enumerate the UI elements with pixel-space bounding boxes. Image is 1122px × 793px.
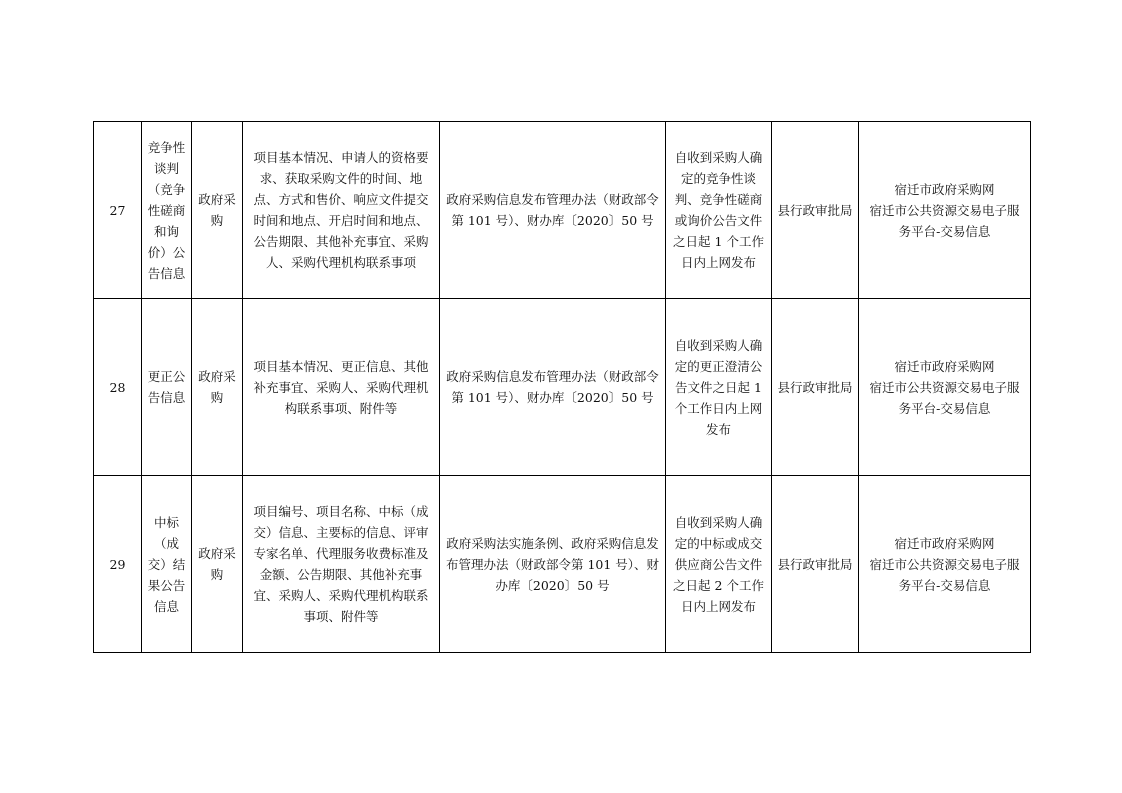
basis-cell: 政府采购法实施条例、政府采购信息发布管理办法（财政部令第 101 号）、财办库〔2020〕50 号 [440,476,666,653]
table-row [94,299,1031,476]
channel-line: 宿迁市政府采购网 [894,535,995,551]
channel-line: 宿迁市公共资源交易电子服务平台-交易信息 [869,379,1020,416]
table-row [94,122,1031,299]
disclosure-table [93,121,1031,653]
channel-line: 宿迁市政府采购网 [894,358,995,374]
item-name: 中标（成交）结果公告信息 [147,514,186,614]
row-number: 29 [94,476,142,653]
time-limit-cell: 自收到采购人确定的中标或成交供应商公告文件之日起 2 个工作日内上网发布 [666,476,772,653]
time-limit-cell: 自收到采购人确定的竞争性谈判、竞争性磋商或询价公告文件之日起 1 个工作日内上网发布 [666,122,772,299]
field-cell: 政府采购 [192,476,243,653]
channel-line: 宿迁市公共资源交易电子服务平台-交易信息 [869,202,1020,239]
content-cell: 项目基本情况、更正信息、其他补充事宜、采购人、采购代理机构联系事项、附件等 [243,299,440,476]
time-limit-cell: 自收到采购人确定的更正澄清公告文件之日起 1 个工作日内上网发布 [666,299,772,476]
channel-cell [859,476,1031,653]
field-cell: 政府采购 [192,299,243,476]
item-name-cell [142,476,192,653]
channel-cell [859,299,1031,476]
department-cell: 县行政审批局 [772,476,859,653]
item-name: 竞争性谈判（竞争性磋商和询价）公告信息 [147,139,186,281]
content-cell: 项目基本情况、申请人的资格要求、获取采购文件的时间、地点、方式和售价、响应文件提交时间和地点、开启时间和地点、公告期限、其他补充事宜、采购人、采购代理机构联系事项 [243,122,440,299]
basis-cell: 政府采购信息发布管理办法（财政部令第 101 号）、财办库〔2020〕50 号 [440,299,666,476]
item-name: 更正公告信息 [147,369,186,405]
department-cell: 县行政审批局 [772,299,859,476]
table-row [94,476,1031,653]
item-name-cell [142,299,192,476]
row-number: 28 [94,299,142,476]
field-cell: 政府采购 [192,122,243,299]
channel-cell [859,122,1031,299]
channel-line: 宿迁市政府采购网 [894,181,995,197]
department-cell: 县行政审批局 [772,122,859,299]
content-cell: 项目编号、项目名称、中标（成交）信息、主要标的信息、评审专家名单、代理服务收费标准及金额、公告期限、其他补充事宜、采购人、采购代理机构联系事项、附件等 [243,476,440,653]
row-number: 27 [94,122,142,299]
channel-line: 宿迁市公共资源交易电子服务平台-交易信息 [869,556,1020,593]
basis-cell: 政府采购信息发布管理办法（财政部令第 101 号）、财办库〔2020〕50 号 [440,122,666,299]
item-name-cell [142,122,192,299]
